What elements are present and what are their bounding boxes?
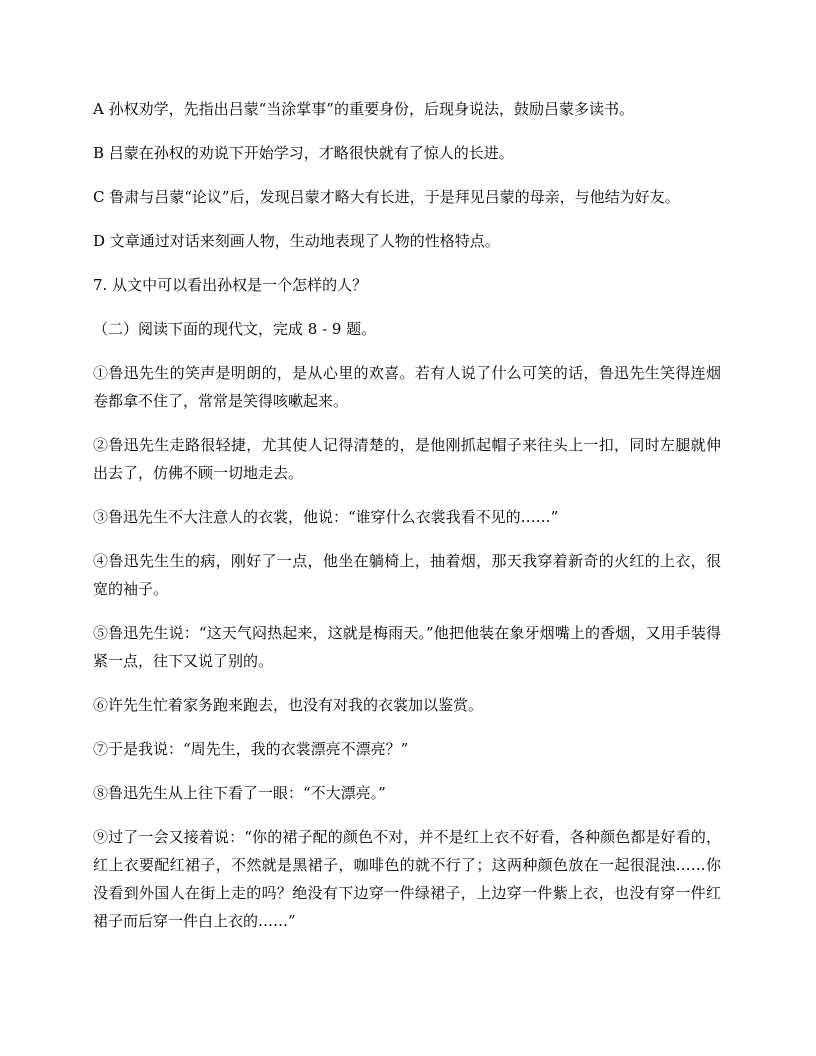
paragraph-1: ①鲁迅先生的笑声是明朗的，是从心里的欢喜。若有人说了什么可笑的话，鲁迅先生笑得连烟卷都拿不住了，常常是笑得咳嗽起来。 — [93, 364, 721, 410]
paragraph-4: ④鲁迅先生生的病，刚好了一点，他坐在躺椅上，抽着烟，那天我穿着新奇的火红的上衣，很宽的袖子。 — [93, 552, 721, 598]
paragraph-8: ⑧鲁迅先生从上往下看了一眼：“不大漂亮。” — [93, 784, 386, 802]
paragraph-2: ②鲁迅先生走路很轻捷，尤其使人记得清楚的，是他刚抓起帽子来往头上一扣，同时左腿就伸出去了，仿佛不顾一切地走去。 — [93, 436, 721, 482]
paragraph-9: ⑨过了一会又接着说：“你的裙子配的颜色不对，并不是红上衣不好看，各种颜色都是好看的，红上衣要配红裙子，不然就是黑裙子，咖啡色的就不行了；这两种颜色放在一起很混浊……你没看到外国人在街上走的吗？绝没有下边穿一件绿裙子，上边穿一件紫上衣，也没有穿一件红裙子而后穿一件白上衣的……” — [93, 828, 721, 930]
section-2-heading: （二）阅读下面的现代文，完成 8 - 9 题。 — [93, 320, 377, 338]
document-page — [93, 95, 721, 951]
option-b: B 吕蒙在孙权的劝说下开始学习，才略很快就有了惊人的长进。 — [93, 144, 514, 162]
paragraph-7: ⑦于是我说：“周先生，我的衣裳漂亮不漂亮？” — [93, 740, 409, 758]
paragraph-6: ⑥许先生忙着家务跑来跑去，也没有对我的衣裳加以鉴赏。 — [93, 696, 484, 714]
paragraph-5: ⑤鲁迅先生说：“这天气闷热起来，这就是梅雨天。”他把他装在象牙烟嘴上的香烟，又用手装得紧一点，往下又说了别的。 — [93, 624, 721, 670]
option-c: C 鲁肃与吕蒙“论议”后，发现吕蒙才略大有长进，于是拜见吕蒙的母亲，与他结为好友。 — [93, 188, 680, 206]
paragraph-3: ③鲁迅先生不大注意人的衣裳，他说：“谁穿什么衣裳我看不见的……” — [93, 508, 559, 526]
option-a: A 孙权劝学，先指出吕蒙“当涂掌事”的重要身份，后现身说法，鼓励吕蒙多读书。 — [93, 100, 634, 118]
question-7: 7. 从文中可以看出孙权是一个怎样的人？ — [93, 276, 368, 294]
option-d: D 文章通过对话来刻画人物，生动地表现了人物的性格特点。 — [93, 232, 500, 250]
